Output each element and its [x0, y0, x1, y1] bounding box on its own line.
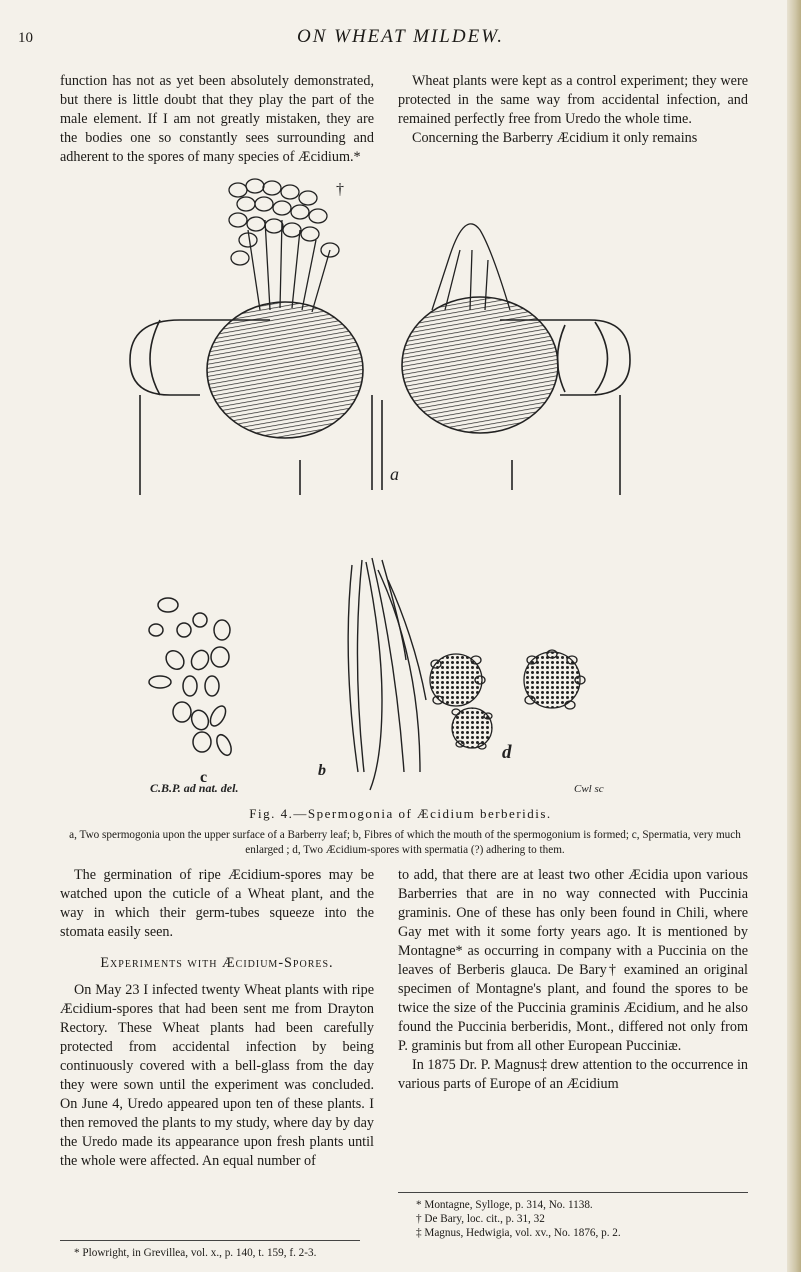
top-right-paragraph-2: Concerning the Barberry Æcidium it only remains — [412, 130, 698, 146]
bottom-right-paragraph-1: to add, that there are at least two other Æcidia upon various Barberries that are in no way connected with Puccinia graminis. One of these has only been found in Chili, where Gay met with it some forty years ago. It is mentioned by Montagne* as occurring in company with a Puccinia on the leaves of Berberis glauca. De Bary† examined an original specimen of Montagne's plant, and found the spores to be twice the size of the Puccinia graminis Æcidium, and he also found the Puccinia berberidis, Mont., differed not only from P. graminis but from all other European Pucciniæ. — [398, 867, 748, 1054]
bottom-right-column — [398, 866, 748, 1094]
footnote-rule-left — [60, 1240, 360, 1241]
engraver-mark: Cwl sc — [574, 783, 604, 795]
footnote-left: * Plowright, in Grevillea, vol. x., p. 140, t. 159, f. 2-3. — [74, 1247, 317, 1259]
figure-caption: Fig. 4.—Spermogonia of Æcidium berberidis. — [249, 806, 552, 821]
footnote-rule-right — [398, 1192, 748, 1193]
panel-a-spermogonia — [130, 179, 630, 495]
top-left-paragraph: function has not as yet been absolutely demonstrated, but there is little doubt that they play the part of the male element. If I am not greatly mistaken, they are the bodies one so constantly sees surrounding and adherent to the spores of many species of Æcidium.* — [60, 73, 374, 165]
bottom-right-paragraph-2: In 1875 Dr. P. Magnus‡ drew attention to the occurrence in various parts of Europe of an Æcidium — [398, 1057, 748, 1092]
footnote-montagne: * Montagne, Sylloge, p. 314, No. 1138. — [416, 1199, 593, 1211]
top-right-paragraph-1: Wheat plants were kept as a control experiment; they were protected in the same way from accidental infection, and remained perfectly free from Uredo the whole time. — [398, 73, 748, 127]
figure-illustration — [120, 160, 650, 800]
footnotes-right — [416, 1198, 746, 1240]
label-a: a — [390, 464, 399, 484]
footnote-de-bary: † De Bary, loc. cit., p. 31, 32 — [416, 1213, 545, 1225]
label-b: b — [318, 762, 326, 779]
label-c: c — [200, 769, 208, 786]
bottom-left-column — [60, 866, 374, 1171]
label-d: d — [502, 742, 512, 763]
running-title: ON WHEAT MILDEW. — [296, 26, 505, 47]
top-left-column — [60, 72, 374, 167]
page-edge — [787, 0, 801, 1272]
section-heading: Experiments with Æcidium-Spores. — [100, 955, 334, 971]
panel-c-spermatia — [149, 598, 234, 758]
top-right-column — [398, 72, 748, 148]
footnote-magnus: ‡ Magnus, Hedwigia, vol. xv., No. 1876, p. 2. — [416, 1227, 621, 1239]
dagger-mark: † — [336, 181, 344, 198]
figure-legend: a, Two spermogonia upon the upper surface of a Barberry leaf; b, Fibres of which the mouth of the spermogonium is formed; c, Spermatia, very much enlarged ; d, Two Æcidium-spores with spermatia (?) adhering to them. — [69, 829, 741, 856]
panel-b-fibres — [348, 558, 426, 790]
figure-4 — [120, 160, 650, 800]
bottom-left-paragraph-2: On May 23 I infected twenty Wheat plants with ripe Æcidium-spores that had been sent me from Drayton Rectory. These Wheat plants had been carefully protected from accidental infection by being continuously covered with a bell-glass from the day they were sown until the experiment was concluded. On June 4, Uredo appeared upon ten of these plants. I then removed the plants to my study, where day by day the Uredo made its appearance upon fresh plants until the whole were affected. An equal number of — [60, 982, 374, 1169]
artist-signature: C.B.P. ad nat. del. — [150, 781, 239, 795]
bottom-left-paragraph-1: The germination of ripe Æcidium-spores may be watched upon the cuticle of a Wheat plant, and the way in which their germ-tubes squeeze into the stomata easily seen. — [60, 867, 374, 940]
page-number: 10 — [18, 30, 33, 46]
panel-d-aecidium-spores — [430, 650, 585, 749]
